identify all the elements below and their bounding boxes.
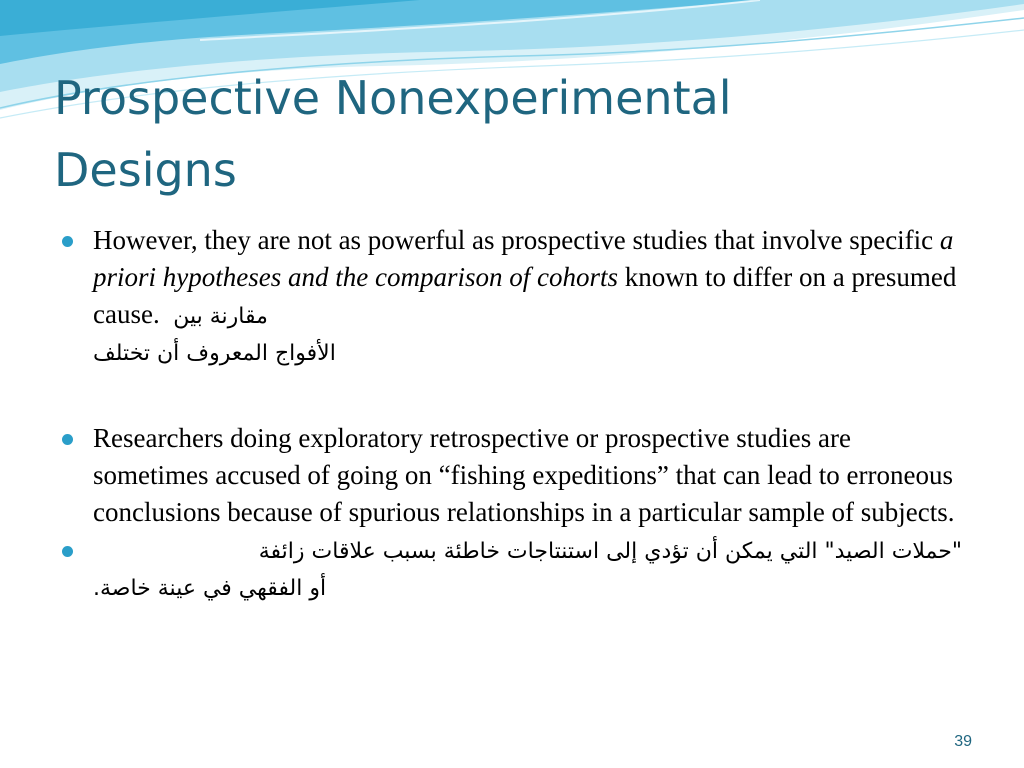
bullet-icon	[62, 434, 73, 445]
bullet-item-2	[62, 420, 962, 531]
bullet-icon	[62, 236, 73, 247]
bullet-1-text-part2: known to differ on a presumed cause.	[93, 262, 957, 329]
slide-title	[54, 62, 954, 206]
page-number: 39	[954, 733, 972, 750]
bullet-list	[62, 222, 962, 607]
bullet-1-italic-text: a priori hypotheses and the comparison of cohorts	[93, 225, 954, 292]
title-line-1: Prospective Nonexperimental	[54, 71, 732, 125]
bullet-item-3	[62, 533, 962, 607]
bullet-1-arabic-inline: مقارنة بين	[173, 304, 268, 329]
bullet-2-text: Researchers doing exploratory retrospective or prospective studies are sometimes accused of going on “fishing expeditions” that can lead to erroneous conclusions because of spurious relationships in a particular sample of subjects.	[93, 423, 955, 527]
bullet-item-1	[62, 222, 962, 372]
bullet-1-text-part1: However, they are not as powerful as prospective studies that involve specific	[93, 225, 940, 255]
bullet-1-arabic-line: الأفواج المعروف أن تختلف	[93, 341, 336, 366]
bullet-icon	[62, 546, 73, 557]
title-line-2: Designs	[54, 143, 237, 197]
bullet-3-arabic-line-2: أو الفقهي في عينة خاصة.	[93, 576, 327, 601]
bullet-3-arabic-line-1: "حملات الصيد" التي يمكن أن تؤدي إلى استنتاجات خاطئة بسبب علاقات زائفة	[258, 539, 962, 564]
